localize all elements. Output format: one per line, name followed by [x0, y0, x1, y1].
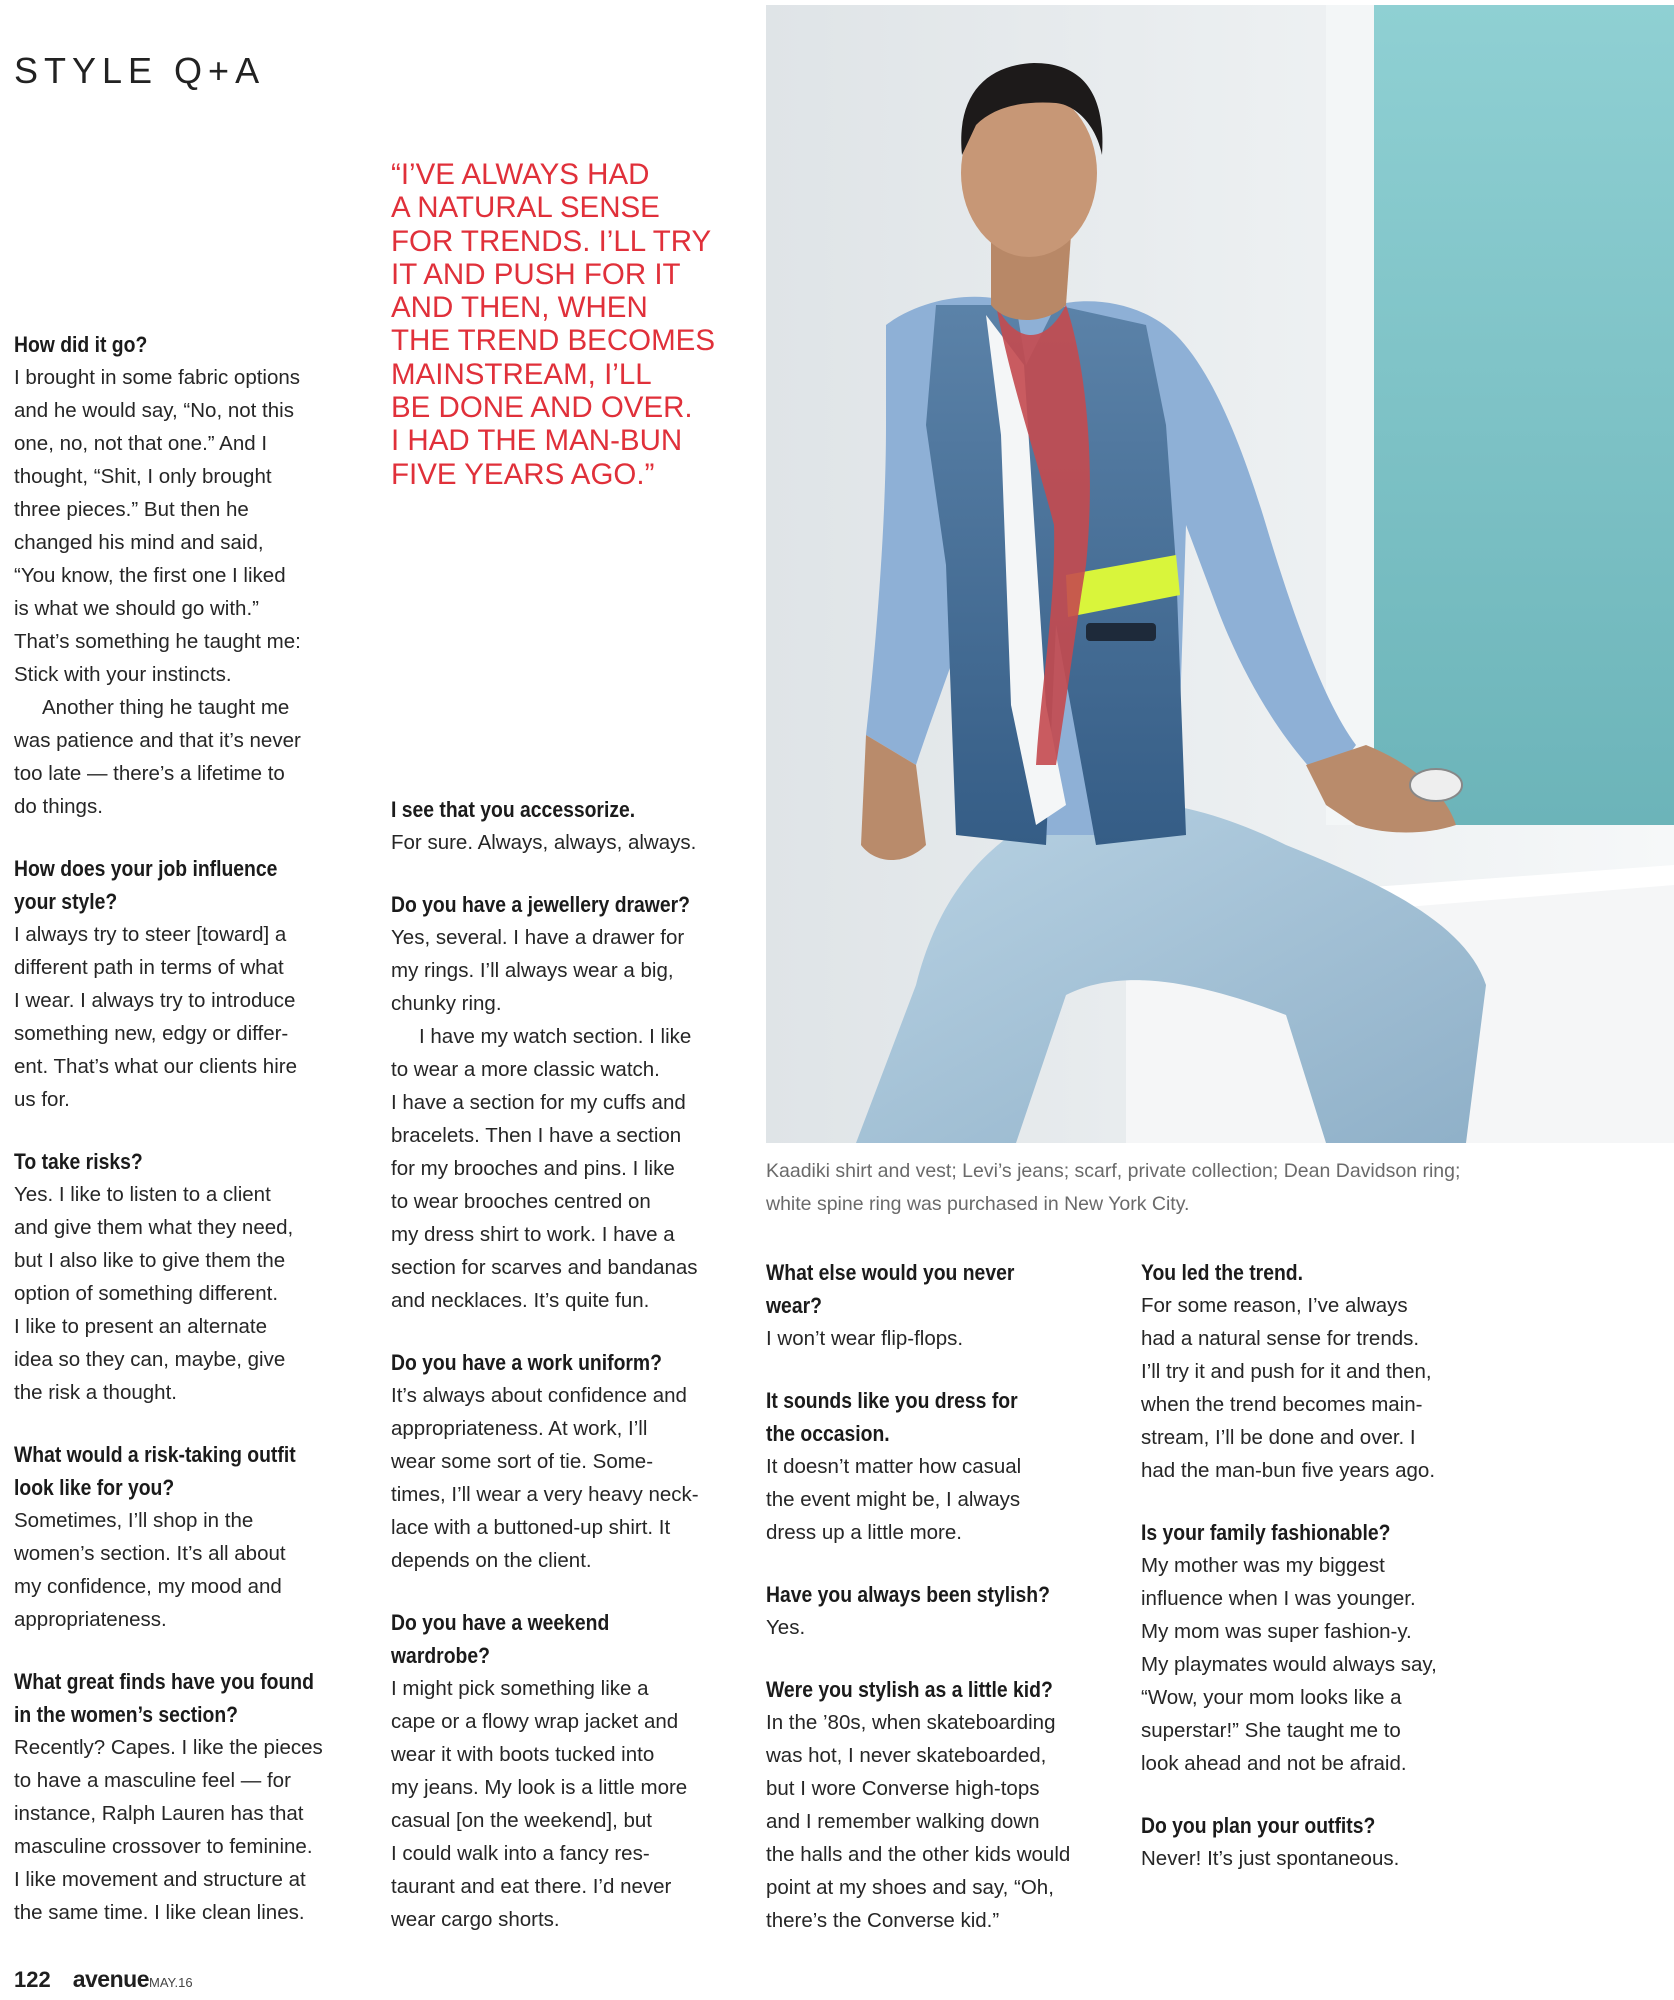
answer-line: I wear. I always try to introduce: [14, 989, 296, 1012]
qa-block: [391, 1346, 743, 1577]
answer-line: lace with a buttoned-up shirt. It: [391, 1516, 671, 1539]
answer-line: to have a masculine feel — for: [14, 1769, 291, 1792]
question: [766, 1384, 1067, 1450]
answer-line: and give them what they need,: [14, 1216, 294, 1239]
answer-line: I like to present an alternate: [14, 1315, 267, 1338]
answer-line: and necklaces. It’s quite fun.: [391, 1289, 650, 1312]
qa-block: [766, 1256, 1116, 1355]
question: [391, 793, 694, 826]
answer-line: my rings. I’ll always wear a big,: [391, 959, 674, 982]
pull-quote-line: BE DONE AND OVER.: [391, 391, 693, 425]
answer-line: too late — there’s a lifetime to: [14, 762, 285, 785]
answer-line: depends on the client.: [391, 1549, 592, 1572]
question-line: Do you have a work uniform?: [391, 1350, 662, 1375]
answer-line: ent. That’s what our clients hire: [14, 1055, 297, 1078]
column-4: [1141, 1256, 1486, 1904]
answer-line: cape or a flowy wrap jacket and: [391, 1710, 679, 1733]
question: [766, 1673, 1067, 1706]
answer-line: my jeans. My look is a little more: [391, 1776, 688, 1799]
answer-line: section for scarves and bandanas: [391, 1256, 698, 1279]
answer-line: for my brooches and pins. I like: [391, 1157, 675, 1180]
answer-line: appropriateness. At work, I’ll: [391, 1417, 648, 1440]
qa-block: [14, 852, 369, 1116]
pull-quote-line: “I’VE ALWAYS HAD: [391, 158, 650, 191]
question-line: the occasion.: [766, 1421, 890, 1446]
question-line: You led the trend.: [1141, 1260, 1303, 1285]
question-line: your style?: [14, 889, 118, 914]
qa-block: [14, 1438, 369, 1636]
question-line: look like for you?: [14, 1475, 175, 1500]
portrait-illustration: [766, 5, 1674, 1143]
answer-line: had a natural sense for trends.: [1141, 1327, 1420, 1350]
answer-line: Stick with your instincts.: [14, 663, 232, 686]
answer-line: My playmates would always say,: [1141, 1653, 1437, 1676]
qa-block: [766, 1673, 1116, 1937]
answer-line: when the trend becomes main-: [1141, 1393, 1423, 1416]
question-line: in the women’s section?: [14, 1702, 238, 1727]
answer-line: to wear a more classic watch.: [391, 1058, 660, 1081]
answer-line: wear it with boots tucked into: [391, 1743, 655, 1766]
answer-line: I like movement and structure at: [14, 1868, 306, 1891]
answer-line: appropriateness.: [14, 1608, 167, 1631]
page-number: 122: [14, 1967, 51, 1992]
answer-line: is what we should go with.”: [14, 597, 259, 620]
question-line: Do you have a weekend: [391, 1610, 610, 1635]
answer-line: It doesn’t matter how casual: [766, 1455, 1022, 1478]
answer-line: but I wore Converse high-tops: [766, 1777, 1040, 1800]
answer-line: different path in terms of what: [14, 956, 284, 979]
answer-line: point at my shoes and say, “Oh,: [766, 1876, 1054, 1899]
qa-block: [391, 1606, 743, 1936]
answer-line: wear cargo shorts.: [391, 1908, 560, 1931]
qa-block: [391, 888, 743, 1317]
answer-line: do things.: [14, 795, 103, 818]
answer-line: casual [on the weekend], but: [391, 1809, 652, 1832]
question-line: wear?: [766, 1293, 822, 1318]
answer-line: I’ll try it and push for it and then,: [1141, 1360, 1432, 1383]
caption-line: white spine ring was purchased in New York City.: [766, 1193, 1190, 1215]
pull-quote-line: A NATURAL SENSE: [391, 191, 660, 225]
answer-line: the event might be, I always: [766, 1488, 1021, 1511]
answer-line: wear some sort of tie. Some-: [391, 1450, 654, 1473]
pull-quote-line: IT AND PUSH FOR IT: [391, 257, 681, 291]
pull-quote-line: FOR TRENDS. I’LL TRY: [391, 224, 712, 258]
answer-line: the risk a thought.: [14, 1381, 177, 1404]
answer-line: my confidence, my mood and: [14, 1575, 282, 1598]
answer-line: stream, I’ll be done and over. I: [1141, 1426, 1416, 1449]
answer-line: was patience and that it’s never: [14, 729, 301, 752]
answer-line: That’s something he taught me:: [14, 630, 301, 653]
question: [391, 1606, 694, 1672]
question: [391, 888, 694, 921]
answer-line: the halls and the other kids would: [766, 1843, 1071, 1866]
qa-block: [1141, 1809, 1486, 1875]
question-line: How does your job influence: [14, 856, 278, 881]
answer-line: there’s the Converse kid.”: [766, 1909, 1000, 1932]
answer-line: I won’t wear flip-flops.: [766, 1327, 964, 1350]
qa-block: [14, 1145, 369, 1409]
question-line: How did it go?: [14, 332, 148, 357]
pull-quote-line: I HAD THE MAN-BUN: [391, 424, 683, 458]
question: [14, 1145, 319, 1178]
answer-line: In the ’80s, when skateboarding: [766, 1711, 1056, 1734]
qa-block: [14, 328, 369, 823]
answer-line: Yes. I like to listen to a client: [14, 1183, 271, 1206]
qa-block: [14, 1665, 369, 1929]
column-2: [391, 793, 743, 1965]
answer-line: bracelets. Then I have a section: [391, 1124, 682, 1147]
question: [1141, 1256, 1438, 1289]
question-line: Have you always been stylish?: [766, 1582, 1050, 1607]
answer-line: Recently? Capes. I like the pieces: [14, 1736, 323, 1759]
pull-quote: [391, 158, 771, 491]
answer-line: was hot, I never skateboarded,: [766, 1744, 1047, 1767]
spine-ring: [1410, 769, 1462, 801]
answer-line: women’s section. It’s all about: [14, 1542, 286, 1565]
answer-line: Sometimes, I’ll shop in the: [14, 1509, 254, 1532]
pull-quote-line: THE TREND BECOMES: [391, 324, 715, 358]
question-line: I see that you accessorize.: [391, 797, 636, 822]
answer-line: I have a section for my cuffs and: [391, 1091, 686, 1114]
answer-line: idea so they can, maybe, give: [14, 1348, 286, 1371]
qa-block: [1141, 1256, 1486, 1487]
answer-line: and he would say, “No, not this: [14, 399, 294, 422]
answer-line: For some reason, I’ve always: [1141, 1294, 1408, 1317]
question: [766, 1578, 1067, 1611]
teal-backdrop: [1366, 5, 1674, 825]
section-title: STYLE Q+A: [14, 50, 266, 91]
answer-line: For sure. Always, always, always.: [391, 831, 697, 854]
answer-line: dress up a little more.: [766, 1521, 962, 1544]
answer-line: Another thing he taught me: [42, 696, 290, 719]
answer-line: look ahead and not be afraid.: [1141, 1752, 1407, 1775]
question-line: What would a risk-taking outfit: [14, 1442, 296, 1467]
answer-line: the same time. I like clean lines.: [14, 1901, 305, 1924]
answer-line: something new, edgy or differ-: [14, 1022, 289, 1045]
answer-line: My mom was super fashion-y.: [1141, 1620, 1412, 1643]
question: [391, 1346, 694, 1379]
pull-quote-line: FIVE YEARS AGO.”: [391, 457, 655, 491]
photo-caption: [766, 1155, 1666, 1221]
answer-line: Never! It’s just spontaneous.: [1141, 1847, 1400, 1870]
question-line: To take risks?: [14, 1149, 143, 1174]
answer-line: “You know, the first one I liked: [14, 564, 286, 587]
answer-line: I have my watch section. I like: [419, 1025, 692, 1048]
answer-line: I might pick something like a: [391, 1677, 649, 1700]
answer-line: I brought in some fabric options: [14, 366, 301, 389]
answer-line: one, no, not that one.” And I: [14, 432, 268, 455]
caption-line: Kaadiki shirt and vest; Levi’s jeans; scarf, private collection; Dean Davidson ring;: [766, 1160, 1461, 1182]
question: [1141, 1809, 1438, 1842]
answer-line: option of something different.: [14, 1282, 279, 1305]
qa-block: [391, 793, 743, 859]
answer-line: I always try to steer [toward] a: [14, 923, 287, 946]
question: [1141, 1516, 1438, 1549]
answer-line: to wear brooches centred on: [391, 1190, 651, 1213]
answer-line: changed his mind and said,: [14, 531, 264, 554]
question: [14, 852, 319, 918]
answer-line: “Wow, your mom looks like a: [1141, 1686, 1402, 1709]
answer-line: My mother was my biggest: [1141, 1554, 1385, 1577]
answer-line: but I also like to give them the: [14, 1249, 286, 1272]
answer-line: influence when I was younger.: [1141, 1587, 1416, 1610]
answer-line: taurant and eat there. I’d never: [391, 1875, 672, 1898]
answer-line: It’s always about confidence and: [391, 1384, 687, 1407]
question-line: Do you have a jewellery drawer?: [391, 892, 690, 917]
answer-line: and I remember walking down: [766, 1810, 1040, 1833]
answer-line: three pieces.” But then he: [14, 498, 249, 521]
vest-pocket-zip: [1086, 623, 1156, 641]
page-footer: [14, 1964, 193, 1998]
answer-line: times, I’ll wear a very heavy neck-: [391, 1483, 699, 1506]
answer-line: Yes.: [766, 1616, 806, 1639]
question-line: wardrobe?: [391, 1643, 490, 1668]
answer-line: I could walk into a fancy res-: [391, 1842, 650, 1865]
column-1: [14, 328, 369, 1958]
answer-line: superstar!” She taught me to: [1141, 1719, 1401, 1742]
answer-line: instance, Ralph Lauren has that: [14, 1802, 304, 1825]
question: [14, 1438, 319, 1504]
answer-line: masculine crossover to feminine.: [14, 1835, 313, 1858]
question-line: What great finds have you found: [14, 1669, 314, 1694]
column-3: [766, 1256, 1116, 1966]
issue-date: MAY.16: [148, 1975, 193, 1990]
question: [766, 1256, 1067, 1322]
qa-block: [766, 1384, 1116, 1549]
qa-block: [1141, 1516, 1486, 1780]
portrait-photo: [766, 5, 1674, 1143]
answer-line: us for.: [14, 1088, 70, 1111]
question: [14, 1665, 319, 1731]
answer-line: had the man-bun five years ago.: [1141, 1459, 1436, 1482]
question-line: It sounds like you dress for: [766, 1388, 1018, 1413]
qa-block: [766, 1578, 1116, 1644]
pull-quote-line: MAINSTREAM, I’LL: [391, 357, 652, 391]
answer-line: Yes, several. I have a drawer for: [391, 926, 685, 949]
question-line: Do you plan your outfits?: [1141, 1813, 1376, 1838]
answer-line: my dress shirt to work. I have a: [391, 1223, 675, 1246]
question-line: What else would you never: [766, 1260, 1015, 1285]
question-line: Were you stylish as a little kid?: [766, 1677, 1053, 1702]
answer-line: chunky ring.: [391, 992, 502, 1015]
magazine-logo: avenue: [72, 1966, 149, 1992]
white-panel-edge: [1326, 5, 1374, 825]
answer-line: thought, “Shit, I only brought: [14, 465, 272, 488]
question: [14, 328, 319, 361]
pull-quote-line: AND THEN, WHEN: [391, 291, 648, 325]
question-line: Is your family fashionable?: [1141, 1520, 1391, 1545]
